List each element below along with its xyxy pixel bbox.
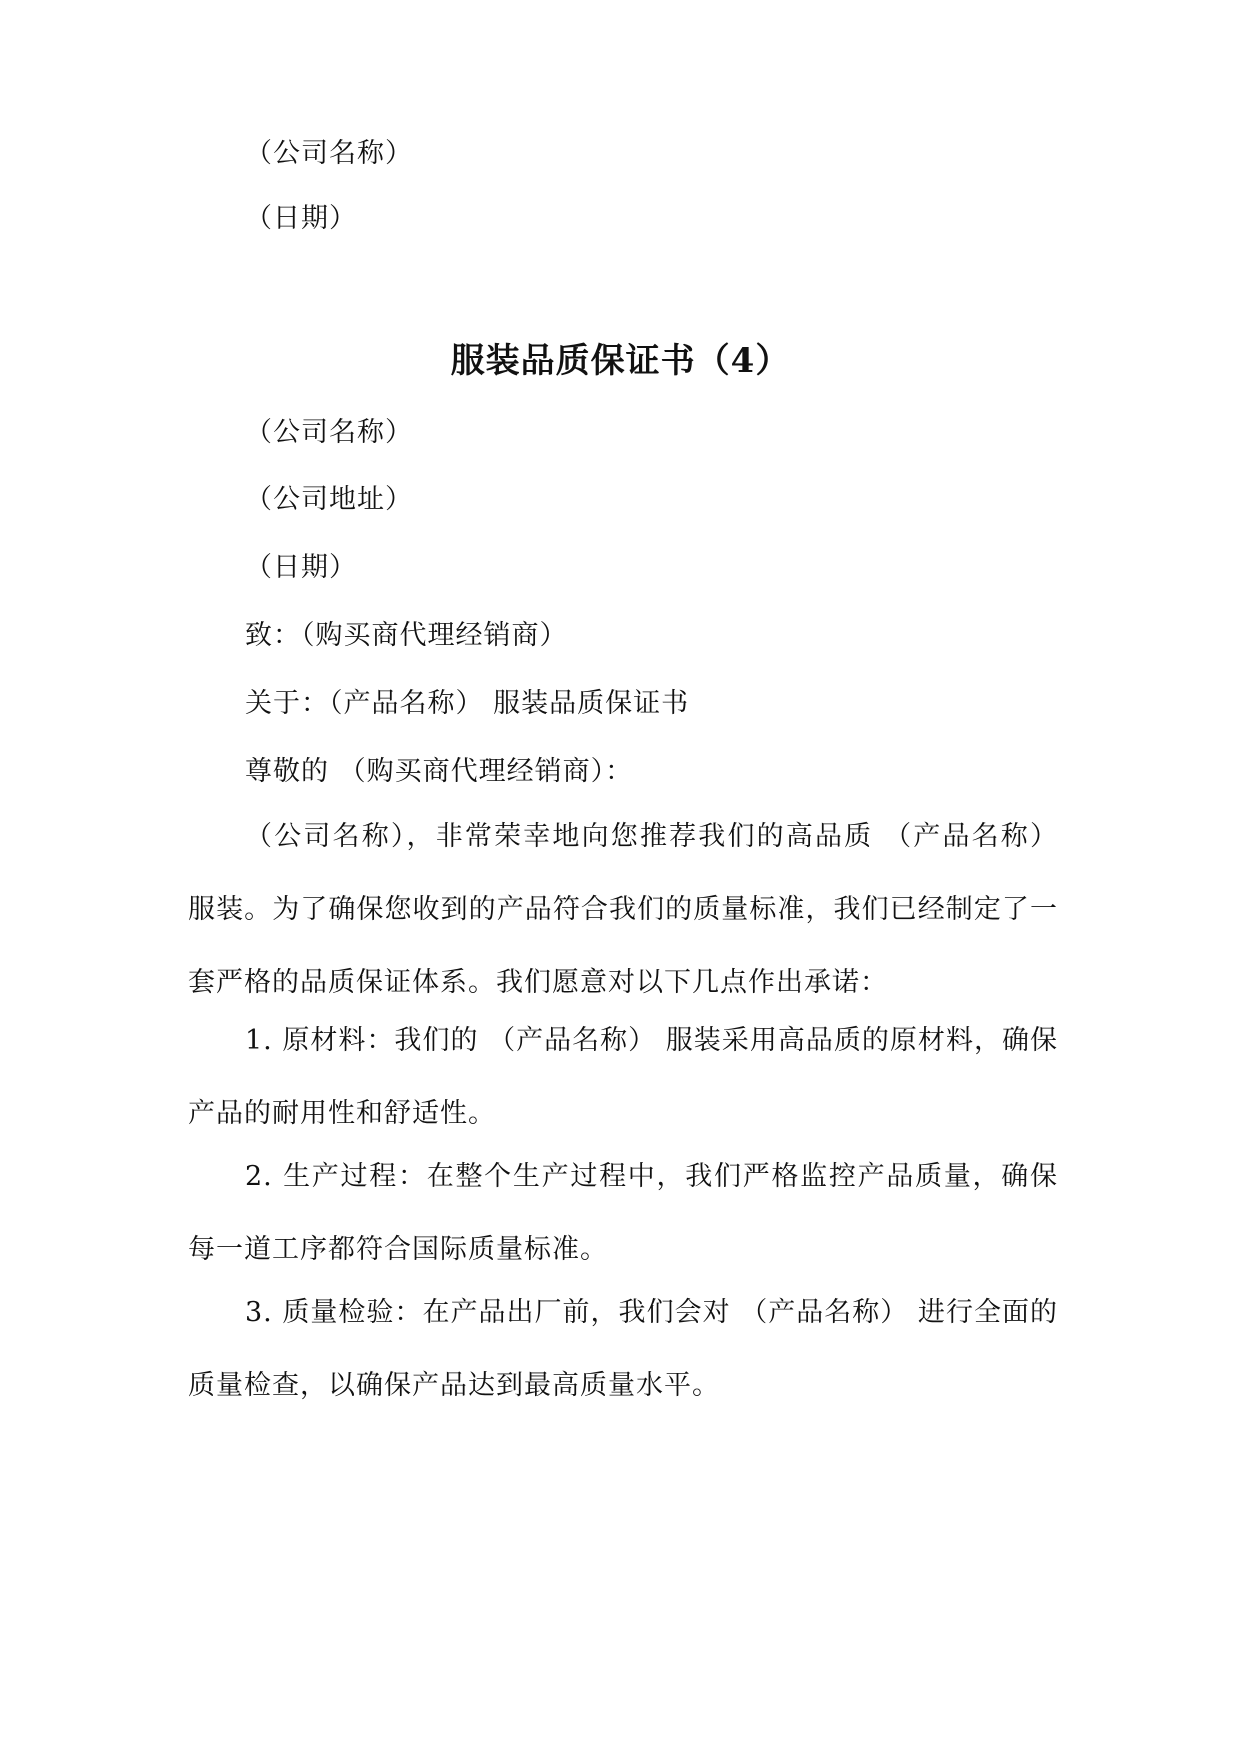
date: （日期） (245, 552, 357, 583)
header-company-name: （公司名称） (245, 138, 413, 169)
company-name: （公司名称） (245, 417, 413, 448)
subject-line: 关于：（产品名称） 服装品质保证书 (245, 688, 690, 719)
intro-paragraph: （公司名称），非常荣幸地向您推荐我们的高品质 （产品名称） 服装。为了确保您收到的产品符合我们的质量标准，我们已经制定了一套严格的品质保证体系。我们愿意对以下几点作出承诺： (188, 821, 1058, 998)
header-date: （日期） (245, 203, 357, 234)
to-line: 致：（购买商代理经销商） (245, 620, 568, 651)
list-item-production-process: 2. 生产过程：在整个生产过程中，我们严格监控产品质量，确保每一道工序都符合国际质量标准。 (188, 1161, 1058, 1265)
company-address: （公司地址） (245, 484, 413, 515)
list-item-raw-materials: 1. 原材料：我们的 （产品名称） 服装采用高品质的原材料，确保产品的耐用性和舒适性。 (188, 1025, 1058, 1129)
document-title: 服装品质保证书（4） (450, 341, 791, 381)
salutation: 尊敬的 （购买商代理经销商）： (245, 756, 634, 787)
list-item-quality-inspection: 3. 质量检验：在产品出厂前，我们会对 （产品名称） 进行全面的质量检查，以确保产品达到最高质量水平。 (188, 1297, 1058, 1401)
